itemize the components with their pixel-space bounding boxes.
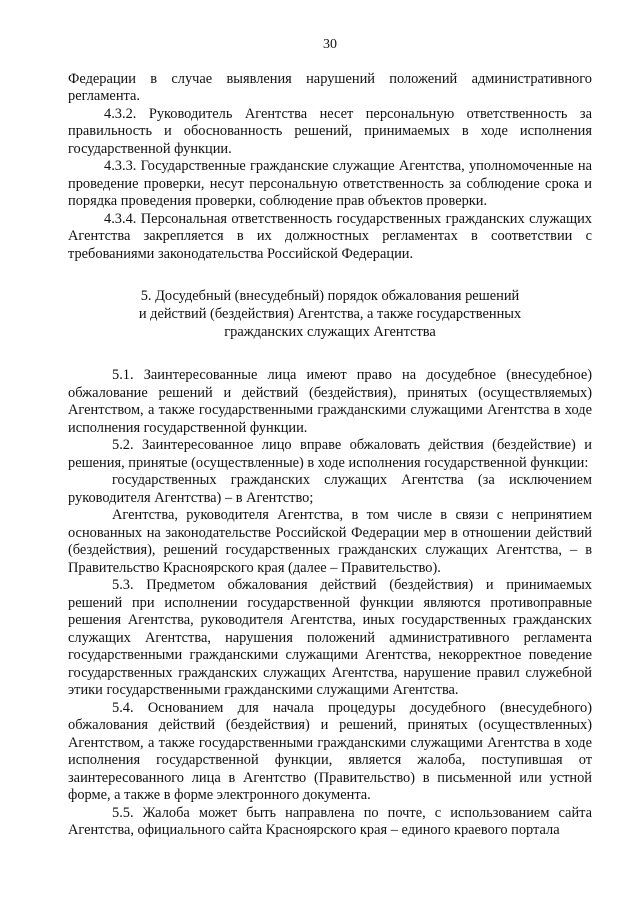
- paragraph-4-3-4: 4.3.4. Персональная ответственность государственных гражданских служащих Агентства закрепляется в их должностных регламентах в соответствии с требованиями законодательства Российской Федерации.: [68, 210, 592, 262]
- heading-line-2: и действий (бездействия) Агентства, а также государственных: [138, 306, 522, 322]
- paragraph-5-1: 5.1. Заинтересованные лица имеют право на досудебное (внесудебное) обжалование решений и действий (бездействия), принятых (осуществляемых) Агентством, а также государственными гражданскими служащими Агентства в ходе исполнения государственной функции.: [68, 367, 592, 436]
- heading-line-3: гражданских служащих Агентства: [224, 324, 436, 340]
- paragraph-5-3: 5.3. Предметом обжалования действий (бездействия) и принимаемых решений при исполнении государственной функции являются противоправные решения Агентства, руководителя Агентства, иных государственных гражданских служащих Агентства, нарушения положений административного регламента государственными гражданскими служащими Агентства, некорректное поведение государственных гражданских служащих Агентства, нарушение правил служебной этики государственными гражданскими служащими Агентства.: [68, 577, 592, 698]
- heading-line-1: 5. Досудебный (внесудебный) порядок обжалования решений: [140, 288, 520, 304]
- paragraph-5-5: 5.5. Жалоба может быть направлена по почте, с использованием сайта Агентства, официального сайта Красноярского края – единого краевого портала: [68, 804, 592, 838]
- document-page: [68, 36, 592, 840]
- section-5-heading: [68, 287, 592, 341]
- paragraph-5-2: 5.2. Заинтересованное лицо вправе обжаловать действия (бездействие) и решения, принятые (осуществленные) в ходе исполнения государственной функции:: [68, 437, 592, 471]
- paragraph-continuation: Федерации в случае выявления нарушений положений административного регламента.: [68, 70, 592, 104]
- page-number: 30: [323, 37, 337, 52]
- paragraph-5-4: 5.4. Основанием для начала процедуры досудебного (внесудебного) обжалования действий (бездействия) и решений, принятых (осуществленных) Агентством, а также государственными гражданскими служащими Агентства в ходе исполнения государственной функции, является жалоба, поступившая от заинтересованного лица в Агентство (Правительство) в письменной или устной форме, а также в форме электронного документа.: [68, 699, 592, 803]
- paragraph-4-3-3: 4.3.3. Государственные гражданские служащие Агентства, уполномоченные на проведение проверки, несут персональную ответственность за соблюдение срока и порядка проведения проверки, соблюдение прав объектов проверки.: [68, 158, 592, 209]
- paragraph-5-2-item-1: государственных гражданских служащих Агентства (за исключением руководителя Агентства) – в Агентство;: [68, 472, 592, 506]
- paragraph-4-3-2: 4.3.2. Руководитель Агентства несет персональную ответственность за правильность и обоснованность решений, принимаемых в ходе исполнения государственной функции.: [68, 105, 592, 157]
- paragraph-5-2-item-2: Агентства, руководителя Агентства, в том числе в связи с непринятием основанных на законодательстве Российской Федерации мер в отношении действий (бездействия), решений государственных гражданских служащих Агентства, – в Правительство Красноярского края (далее – Правительство).: [68, 507, 592, 576]
